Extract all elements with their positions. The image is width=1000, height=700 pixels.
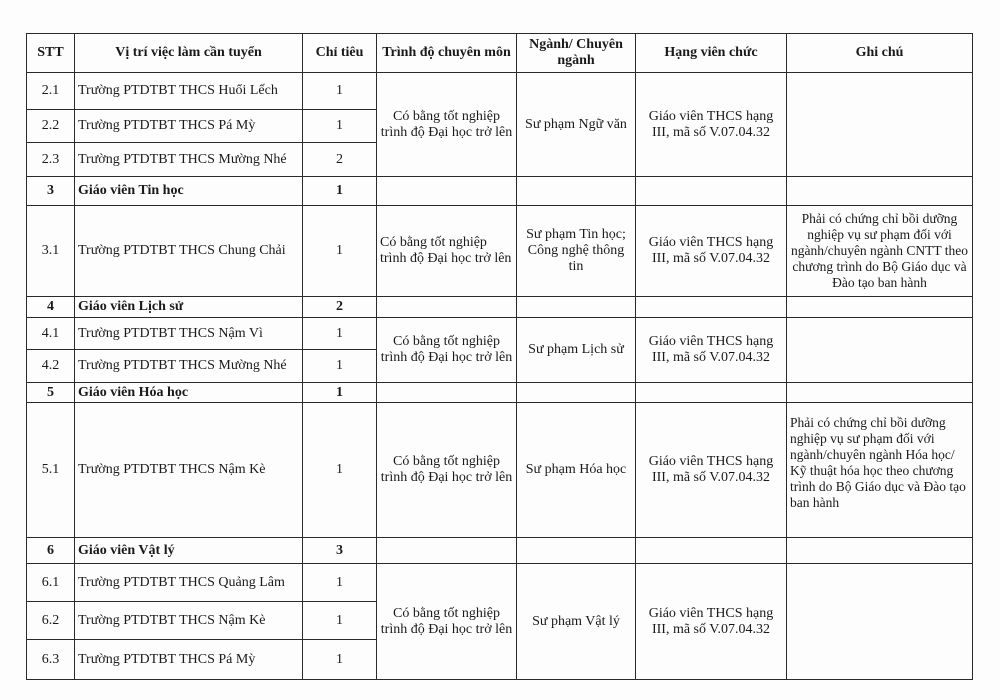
row-name: Trường PTDTBT THCS Nậm Kè bbox=[75, 403, 303, 538]
row-name: Trường PTDTBT THCS Nậm Vì bbox=[75, 318, 303, 350]
group-title: Giáo viên Lịch sử bbox=[75, 297, 303, 318]
row-note bbox=[787, 206, 973, 297]
row-stt: 2.1 bbox=[27, 73, 75, 110]
group-row bbox=[27, 297, 973, 318]
group-stt: 5 bbox=[27, 383, 75, 403]
row-stt: 4.2 bbox=[27, 350, 75, 383]
row-stt: 6.3 bbox=[27, 640, 75, 680]
row-rank: Giáo viên THCS hạng III, mã số V.07.04.32 bbox=[636, 403, 787, 538]
row-quota: 2 bbox=[303, 143, 377, 177]
row-quota: 1 bbox=[303, 564, 377, 602]
group-title: Giáo viên Hóa học bbox=[75, 383, 303, 403]
row-major: Sư phạm Lịch sử bbox=[517, 318, 636, 383]
row-major: Sư phạm Ngữ văn bbox=[517, 73, 636, 177]
header-major: Ngành/ Chuyên ngành bbox=[517, 34, 636, 73]
row-note bbox=[787, 318, 973, 383]
row-quota: 1 bbox=[303, 110, 377, 143]
row-rank: Giáo viên THCS hạng III, mã số V.07.04.32 bbox=[636, 318, 787, 383]
row-stt: 5.1 bbox=[27, 403, 75, 538]
header-note: Ghi chú bbox=[787, 34, 973, 73]
row-qualification: Có bằng tốt nghiệp trình độ Đại học trở lên bbox=[377, 403, 517, 538]
row-name: Trường PTDTBT THCS Pá Mỳ bbox=[75, 640, 303, 680]
row-qualification: Có bằng tốt nghiệp trình độ Đại học trở lên bbox=[377, 73, 517, 177]
row-name: Trường PTDTBT THCS Pá Mỳ bbox=[75, 110, 303, 143]
row-name: Trường PTDTBT THCS Huổi Lếch bbox=[75, 73, 303, 110]
row-name: Trường PTDTBT THCS Mường Nhé bbox=[75, 143, 303, 177]
row-stt: 3.1 bbox=[27, 206, 75, 297]
group-quota: 2 bbox=[303, 297, 377, 318]
group-quota: 1 bbox=[303, 177, 377, 206]
recruitment-table bbox=[26, 33, 973, 680]
row-rank: Giáo viên THCS hạng III, mã số V.07.04.32 bbox=[636, 564, 787, 680]
group-stt: 6 bbox=[27, 538, 75, 564]
row-name: Trường PTDTBT THCS Nậm Kè bbox=[75, 602, 303, 640]
row-quota: 1 bbox=[303, 640, 377, 680]
header-rank: Hạng viên chức bbox=[636, 34, 787, 73]
row-note: Phải có chứng chỉ bồi dưỡng nghiệp vụ sư phạm đối với ngành/chuyên ngành Hóa học/ Kỹ thuật hóa học theo chương trình do Bộ Giáo dục và Đào tạo ban hành bbox=[787, 403, 973, 538]
row-note bbox=[787, 73, 973, 177]
header-row bbox=[27, 34, 973, 73]
row-stt: 4.1 bbox=[27, 318, 75, 350]
group-title: Giáo viên Tin học bbox=[75, 177, 303, 206]
row-stt: 2.3 bbox=[27, 143, 75, 177]
group-stt: 4 bbox=[27, 297, 75, 318]
row-stt: 6.1 bbox=[27, 564, 75, 602]
row-quota: 1 bbox=[303, 73, 377, 110]
table-row bbox=[27, 73, 973, 110]
group-row bbox=[27, 177, 973, 206]
note-text: Phải có chứng chỉ bồi dưỡng nghiệp vụ sư phạm đối với ngành/chuyên ngành CNTT theo chương trình do Bộ Giáo dục và Đào tạo ban hành bbox=[790, 211, 969, 290]
group-quota: 3 bbox=[303, 538, 377, 564]
header-quota: Chỉ tiêu bbox=[303, 34, 377, 73]
row-quota: 1 bbox=[303, 206, 377, 297]
row-rank: Giáo viên THCS hạng III, mã số V.07.04.32 bbox=[636, 73, 787, 177]
row-stt: 6.2 bbox=[27, 602, 75, 640]
group-title: Giáo viên Vật lý bbox=[75, 538, 303, 564]
row-name: Trường PTDTBT THCS Quảng Lâm bbox=[75, 564, 303, 602]
group-row bbox=[27, 383, 973, 403]
row-major: Sư phạm Vật lý bbox=[517, 564, 636, 680]
row-qualification: Có bằng tốt nghiệp trình độ Đại học trở lên bbox=[377, 564, 517, 680]
row-stt: 2.2 bbox=[27, 110, 75, 143]
row-quota: 1 bbox=[303, 350, 377, 383]
table-row bbox=[27, 318, 973, 350]
row-major: Sư phạm Tin học; Công nghệ thông tin bbox=[517, 206, 636, 297]
row-rank: Giáo viên THCS hạng III, mã số V.07.04.32 bbox=[636, 206, 787, 297]
row-quota: 1 bbox=[303, 403, 377, 538]
group-stt: 3 bbox=[27, 177, 75, 206]
table-row bbox=[27, 403, 973, 538]
group-quota: 1 bbox=[303, 383, 377, 403]
header-stt: STT bbox=[27, 34, 75, 73]
row-name: Trường PTDTBT THCS Mường Nhé bbox=[75, 350, 303, 383]
header-position: Vị trí việc làm cần tuyển bbox=[75, 34, 303, 73]
row-quota: 1 bbox=[303, 602, 377, 640]
row-quota: 1 bbox=[303, 318, 377, 350]
table-row bbox=[27, 564, 973, 602]
group-row bbox=[27, 538, 973, 564]
header-qualification: Trình độ chuyên môn bbox=[377, 34, 517, 73]
row-qualification: Có bằng tốt nghiệp trình độ Đại học trở lên bbox=[377, 318, 517, 383]
row-note bbox=[787, 564, 973, 680]
table-row bbox=[27, 206, 973, 297]
row-qualification: Có bằng tốt nghiệp trình độ Đại học trở lên bbox=[377, 206, 517, 297]
row-name: Trường PTDTBT THCS Chung Chải bbox=[75, 206, 303, 297]
row-major: Sư phạm Hóa học bbox=[517, 403, 636, 538]
